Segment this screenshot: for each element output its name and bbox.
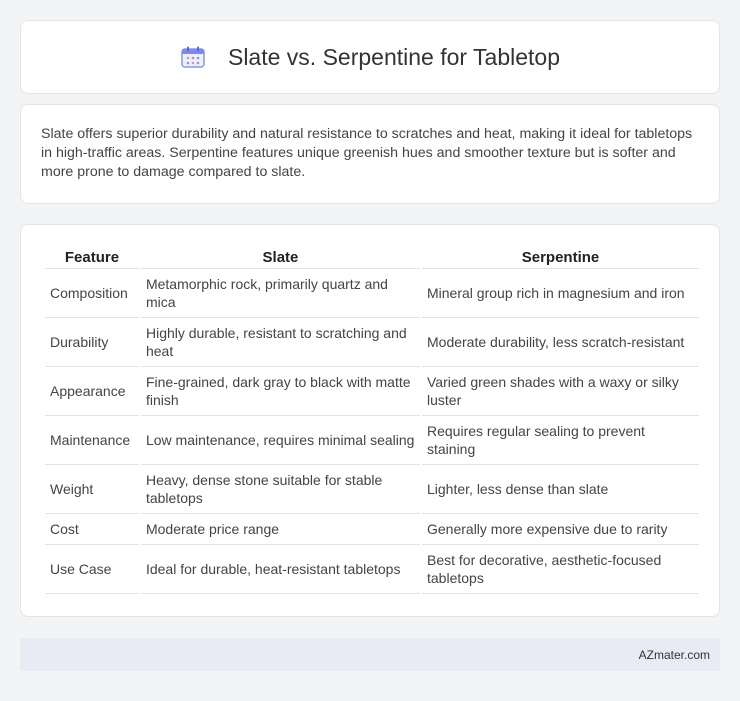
slate-cell: Metamorphic rock, primarily quartz and mica <box>141 269 420 318</box>
slate-cell: Fine-grained, dark gray to black with matte finish <box>141 367 420 416</box>
footer <box>20 638 720 671</box>
feature-cell: Use Case <box>45 545 139 594</box>
table-header-row <box>45 245 699 269</box>
header-serpentine: Serpentine <box>422 245 699 269</box>
table-row <box>45 367 699 416</box>
table-row <box>45 545 699 594</box>
table-row <box>45 416 699 465</box>
serpentine-cell: Lighter, less dense than slate <box>422 465 699 514</box>
comparison-card <box>20 224 720 617</box>
feature-cell: Composition <box>45 269 139 318</box>
comparison-table <box>43 245 701 594</box>
feature-cell: Cost <box>45 514 139 545</box>
table-row <box>45 465 699 514</box>
calendar-icon <box>180 45 206 69</box>
slate-cell: Moderate price range <box>141 514 420 545</box>
slate-cell: Ideal for durable, heat-resistant tabletops <box>141 545 420 594</box>
title-wrap <box>180 44 560 71</box>
slate-cell: Highly durable, resistant to scratching and heat <box>141 318 420 367</box>
serpentine-cell: Generally more expensive due to rarity <box>422 514 699 545</box>
table-row <box>45 318 699 367</box>
feature-cell: Durability <box>45 318 139 367</box>
serpentine-cell: Mineral group rich in magnesium and iron <box>422 269 699 318</box>
table-row <box>45 514 699 545</box>
serpentine-cell: Varied green shades with a waxy or silky luster <box>422 367 699 416</box>
serpentine-cell: Requires regular sealing to prevent staining <box>422 416 699 465</box>
header-slate: Slate <box>141 245 420 269</box>
table-row <box>45 269 699 318</box>
serpentine-cell: Moderate durability, less scratch-resistant <box>422 318 699 367</box>
intro-text: Slate offers superior durability and natural resistance to scratches and heat, making it ideal for tabletops in high-traffic areas. Serpentine features unique greenish hues and smoother texture but is softer and more prone to damage compared to slate. <box>41 126 693 181</box>
feature-cell: Appearance <box>45 367 139 416</box>
slate-cell: Heavy, dense stone suitable for stable tabletops <box>141 465 420 514</box>
slate-cell: Low maintenance, requires minimal sealing <box>141 416 420 465</box>
header-feature: Feature <box>45 245 139 269</box>
page-title: Slate vs. Serpentine for Tabletop <box>227 43 560 70</box>
feature-cell: Weight <box>45 465 139 514</box>
feature-cell: Maintenance <box>45 416 139 465</box>
footer-site-link[interactable]: AZmater.com <box>638 647 710 662</box>
intro-card <box>20 104 720 204</box>
title-card <box>20 20 720 94</box>
serpentine-cell: Best for decorative, aesthetic-focused tabletops <box>422 545 699 594</box>
